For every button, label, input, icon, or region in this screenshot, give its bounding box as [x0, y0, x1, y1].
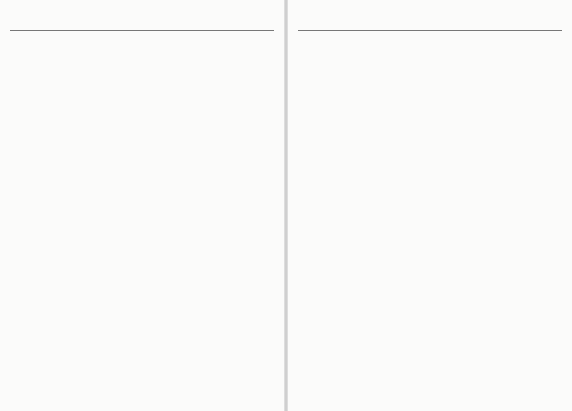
right-page-header [298, 12, 562, 31]
left-page-body [12, 38, 272, 401]
right-page [288, 0, 572, 411]
left-page-header [10, 12, 274, 31]
right-page-body [300, 38, 560, 401]
left-page [0, 0, 284, 411]
